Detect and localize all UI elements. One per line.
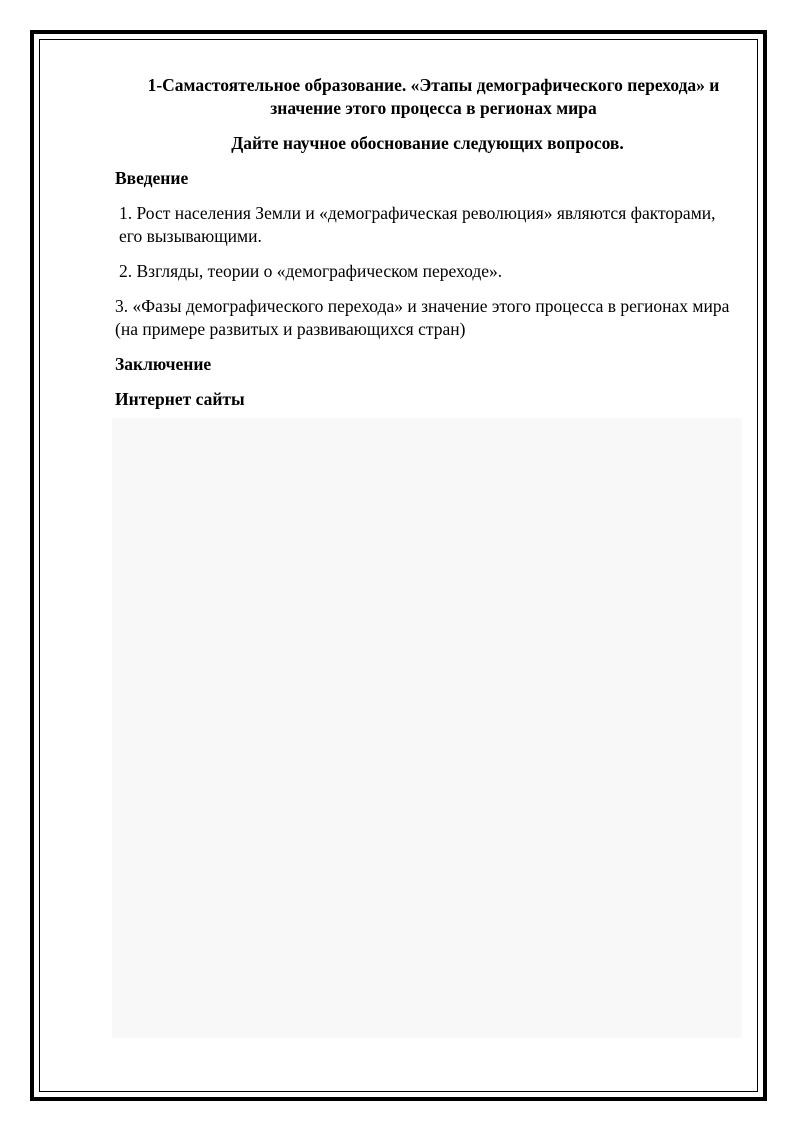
conclusion-heading: Заключение [115,354,212,374]
list-item-3: 3. «Фазы демографического перехода» и значение этого процесса в регионах мира (на примере развитых и развивающихся стран) [115,296,730,339]
list-item-2: 2. Взгляды, теории о «демографическом переходе». [119,261,503,281]
list-item-1: 1. Рост населения Земли и «демографическая революция» являются факторами, его вызывающими. [119,203,716,246]
intro-heading: Введение [115,168,189,188]
document-subtitle: Дайте научное обоснование следующих вопросов. [231,133,624,153]
blank-content-area [112,418,742,1038]
websites-heading: Интернет сайты [115,389,245,409]
document-body [115,74,740,411]
title-line-1: 1-Самастоятельное образование. «Этапы демографического перехода» и [147,75,720,95]
document-title [115,74,740,120]
title-line-2: значение этого процесса в регионах мира [270,98,597,118]
